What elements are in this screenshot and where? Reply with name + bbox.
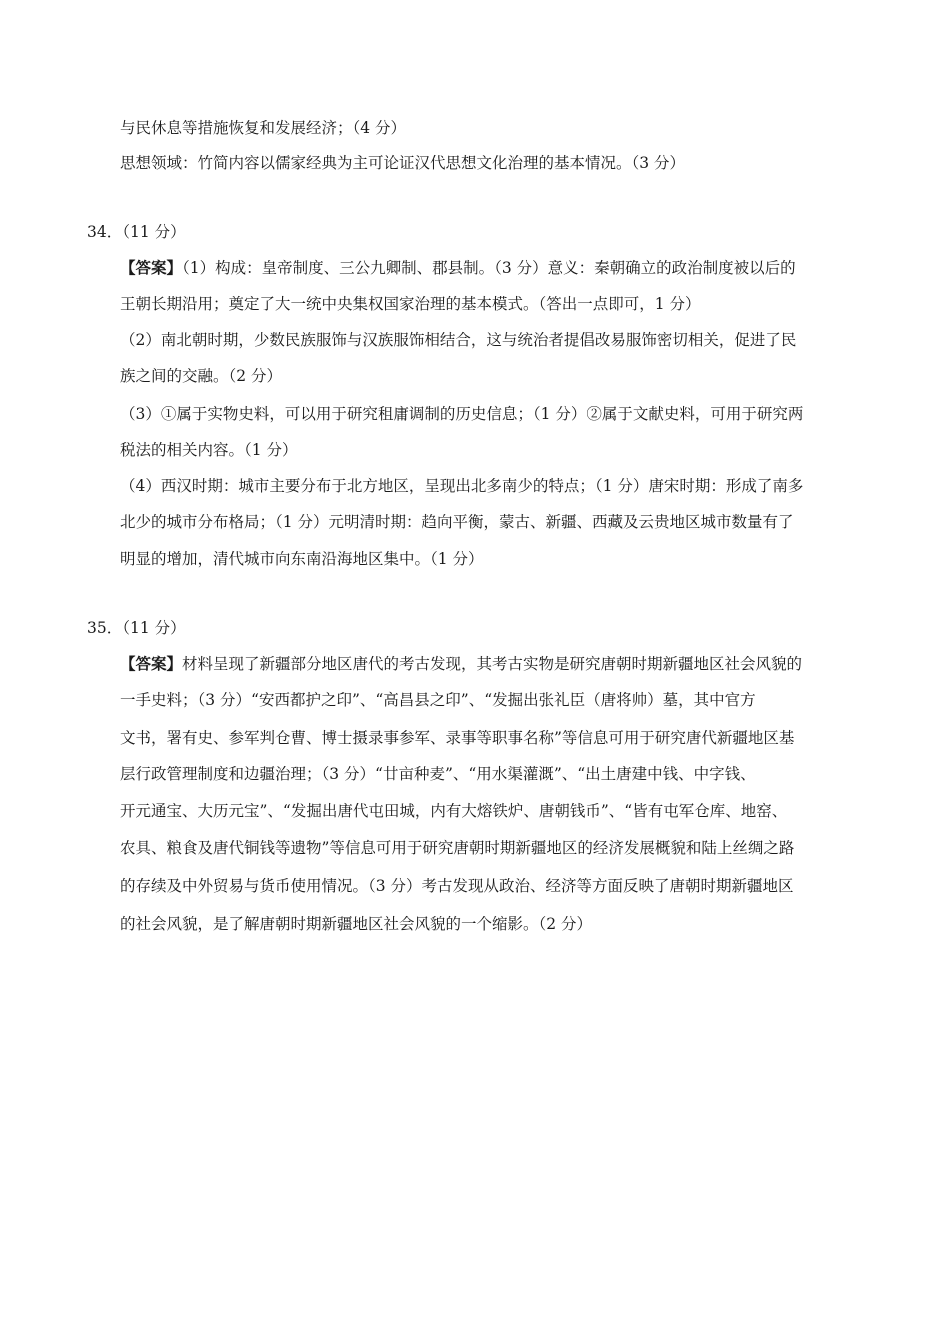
q34-header: 34．（11 分） (87, 223, 186, 241)
q34-line-4: 族之间的交融。（2 分） (120, 367, 283, 385)
q35-line-4: 层行政管理制度和边疆治理；（3 分）“廿亩种麦”、“用水渠灌溉”、“出土唐建中钱、中字钱、 (120, 765, 756, 783)
q34-line-9: 明显的增加，清代城市向东南沿海地区集中。（1 分） (120, 550, 484, 568)
q35-line-1 (120, 654, 802, 674)
q35-answer-tag: 【答案】 (120, 654, 183, 673)
q34-line-1-text: （1）构成：皇帝制度、三公九卿制、郡县制。（3 分）意义：秦朝确立的政治制度被以后的 (182, 259, 796, 277)
q34-line-2: 王朝长期沿用；奠定了大一统中央集权国家治理的基本模式。（答出一点即可，1 分） (120, 295, 701, 313)
q35-line-6: 农具、粮食及唐代铜钱等遗物”等信息可用于研究唐朝时期新疆地区的经济发展概貌和陆上丝绸之路 (120, 839, 795, 857)
q34-line-7: （4）西汉时期：城市主要分布于北方地区，呈现出北多南少的特点；（1 分）唐宋时期：形成了南多 (120, 477, 804, 495)
q34-line-8: 北少的城市分布格局；（1 分）元明清时期：趋向平衡，蒙古、新疆、西藏及云贵地区城市数量有了 (120, 513, 794, 531)
intro-line-2: 思想领域：竹简内容以儒家经典为主可论证汉代思想文化治理的基本情况。（3 分） (120, 154, 686, 172)
q34-line-5: （3）①属于实物史料，可以用于研究租庸调制的历史信息；（1 分）②属于文献史料，可用于研究两 (120, 405, 804, 423)
q35-line-5: 开元通宝、大历元宝”、“发掘出唐代屯田城，内有大熔铁炉、唐朝钱币”、“皆有屯军仓库、地窑、 (120, 802, 788, 820)
q35-line-1-text: 材料呈现了新疆部分地区唐代的考古发现，其考古实物是研究唐朝时期新疆地区社会风貌的 (182, 655, 803, 673)
q35-line-3: 文书，署有史、参军判仓曹、博士摄录事参军、录事等职事名称”等信息可用于研究唐代新疆地区基 (120, 729, 795, 747)
q34-line-3: （2）南北朝时期，少数民族服饰与汉族服饰相结合，这与统治者提倡改易服饰密切相关，促进了民 (120, 331, 797, 349)
q35-header: 35．（11 分） (87, 619, 186, 637)
q34-line-6: 税法的相关内容。（1 分） (120, 441, 298, 459)
q35-line-8: 的社会风貌，是了解唐朝时期新疆地区社会风貌的一个缩影。（2 分） (120, 915, 593, 933)
q35-line-2: 一手史料；（3 分）“安西都护之印”、“高昌县之印”、“发掘出张礼臣（唐将帅）墓，其中官方 (120, 691, 756, 709)
q34-answer-tag: 【答案】 (120, 258, 183, 277)
q34-line-1 (120, 258, 796, 278)
intro-line-1: 与民休息等措施恢复和发展经济；（4 分） (120, 119, 407, 137)
q35-line-7: 的存续及中外贸易与货币使用情况。（3 分）考古发现从政治、经济等方面反映了唐朝时期新疆地区 (120, 877, 794, 895)
